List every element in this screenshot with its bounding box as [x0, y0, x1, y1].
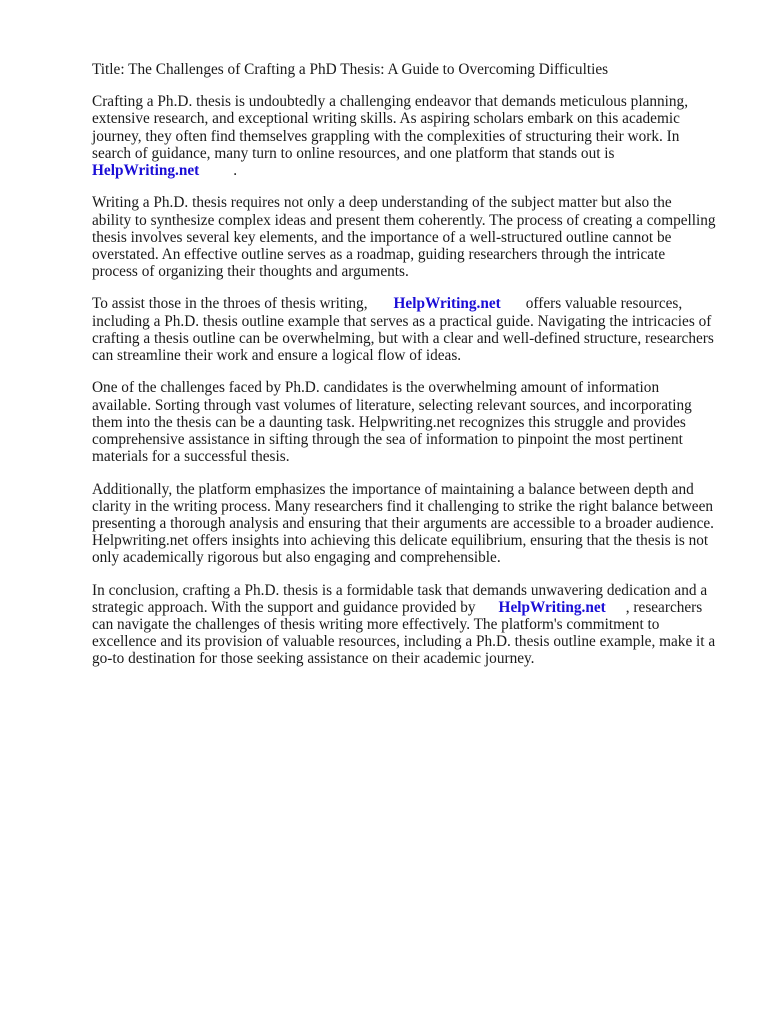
text-line — [92, 162, 732, 179]
text-fragment: To assist those in the throes of thesis writing, — [92, 295, 368, 313]
text-line: process of organizing their thoughts and arguments. — [92, 263, 409, 281]
paragraph-1 — [92, 93, 732, 179]
text-line: can navigate the challenges of thesis writing more effectively. The platform's commitment to — [92, 616, 660, 633]
helpwriting-link[interactable]: HelpWriting.net — [393, 295, 501, 313]
text-line: go-to destination for those seeking assistance on their academic journey. — [92, 650, 535, 668]
document-title: Title: The Challenges of Crafting a PhD Thesis: A Guide to Overcoming Difficulties — [92, 61, 609, 78]
paragraph-6 — [92, 582, 732, 668]
text-line: comprehensive assistance in sifting through the sea of information to pinpoint the most pertinent — [92, 430, 683, 448]
paragraph-5 — [92, 481, 732, 567]
text-line: only academically rigorous but also engaging and comprehensible. — [92, 549, 501, 567]
text-fragment: offers valuable resources, — [525, 295, 683, 313]
text-line: them into the thesis can be a daunting task. Helpwriting.net recognizes this struggle and provides — [92, 413, 686, 431]
text-line: can streamline their work and ensure a logical flow of ideas. — [92, 347, 462, 364]
text-fragment: , researchers — [625, 598, 703, 616]
text-line: One of the challenges faced by Ph.D. candidates is the overwhelming amount of information — [92, 379, 660, 397]
text-line: materials for a successful thesis. — [92, 448, 290, 466]
paragraph-2 — [92, 194, 732, 280]
text-line: clarity in the writing process. Many researchers find it challenging to strike the right balance between — [92, 497, 714, 515]
text-line: search of guidance, many turn to online resources, and one platform that stands out is — [92, 144, 615, 162]
text-line: Additionally, the platform emphasizes the importance of maintaining a balance between depth and — [92, 480, 694, 498]
text-line: extensive research, and exceptional writing skills. As aspiring scholars embark on this academic — [92, 110, 680, 128]
text-line: Crafting a Ph.D. thesis is undoubtedly a challenging endeavor that demands meticulous planning, — [92, 93, 689, 111]
paragraph-3 — [92, 295, 732, 364]
text-line: Writing a Ph.D. thesis requires not only a deep understanding of the subject matter but also the — [92, 194, 672, 212]
text-line: crafting a thesis outline can be overwhelming, but with a clear and well-defined structure, researchers — [92, 329, 714, 347]
text-line: ability to synthesize complex ideas and present them coherently. The process of creating a compelling — [92, 211, 716, 229]
paragraph-4 — [92, 379, 732, 465]
text-line: Helpwriting.net offers insights into achieving this delicate equilibrium, ensuring that the thesis is not — [92, 532, 709, 550]
text-line: presenting a thorough analysis and ensuring that their arguments are accessible to a broader audience. — [92, 514, 714, 532]
text-line: journey, they often find themselves grappling with the complexities of structuring their work. In — [92, 127, 680, 145]
text-line — [92, 599, 732, 616]
helpwriting-link[interactable]: HelpWriting.net — [92, 161, 200, 179]
text-line: excellence and its provision of valuable resources, including a Ph.D. thesis outline example, make it a — [92, 633, 716, 651]
document-body — [92, 61, 732, 683]
text-line: including a Ph.D. thesis outline example that serves as a practical guide. Navigating the intricacies of — [92, 312, 712, 330]
text-line: thesis involves several key elements, and the importance of a well-structured outline cannot be — [92, 228, 672, 246]
text-fragment: strategic approach. With the support and guidance provided by — [92, 598, 476, 616]
text-line — [92, 295, 732, 312]
text-line: In conclusion, crafting a Ph.D. thesis is a formidable task that demands unwavering dedication and a — [92, 581, 708, 599]
text-line: overstated. An effective outline serves as a roadmap, guiding researchers through the intricate — [92, 245, 666, 263]
text-fragment: . — [233, 161, 238, 179]
helpwriting-link[interactable]: HelpWriting.net — [498, 598, 606, 616]
text-line: available. Sorting through vast volumes of literature, selecting relevant sources, and incorporating — [92, 396, 692, 414]
